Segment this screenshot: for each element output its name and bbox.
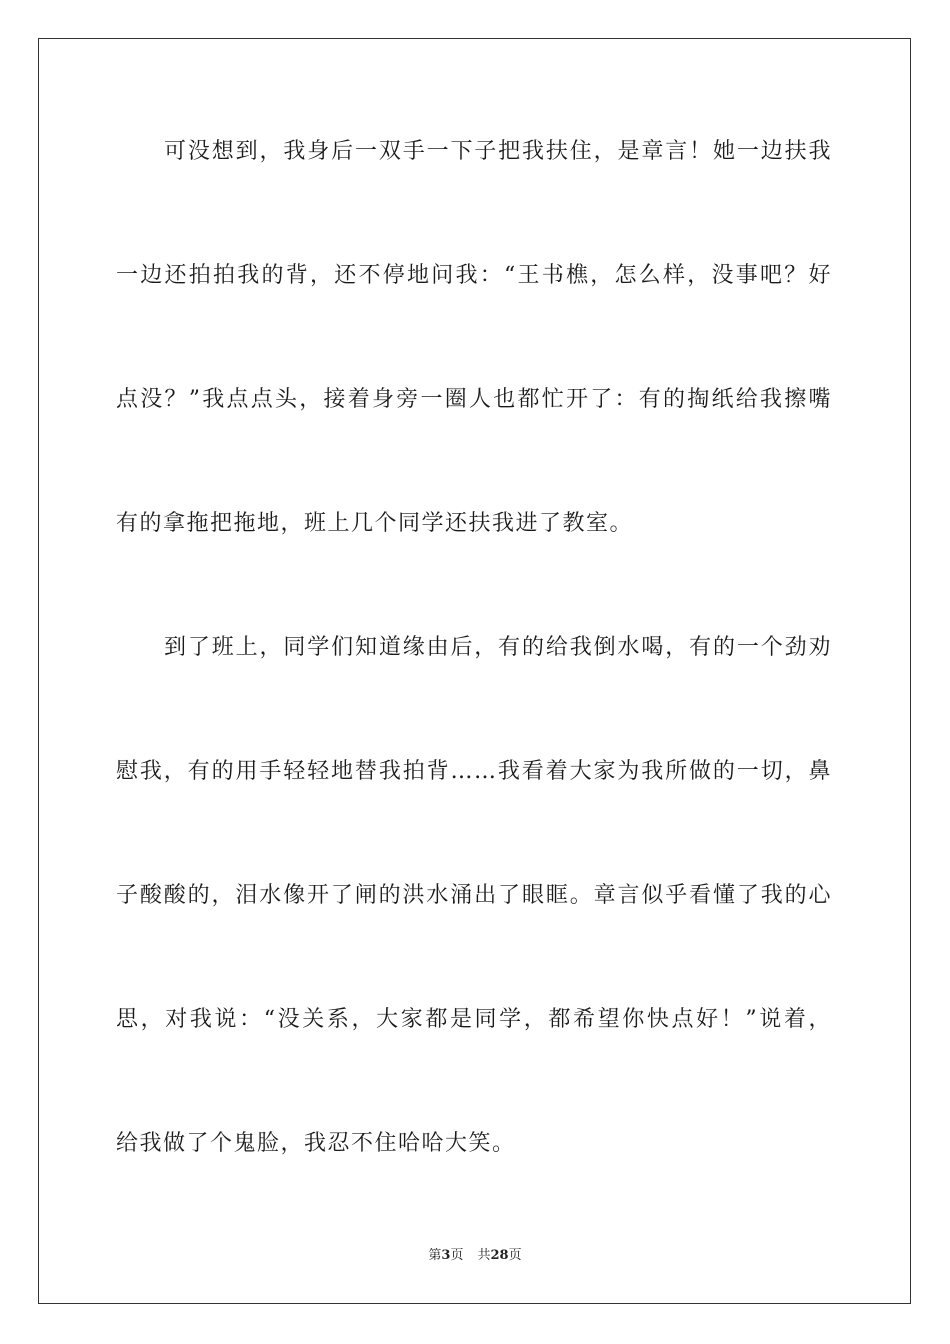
paragraph-1-line-1: 可没想到，我身后一双手一下子把我扶住，是章言！她一边扶我	[164, 139, 832, 164]
paragraph-2-line-3: 子酸酸的，泪水像开了闸的洪水涌出了眼眶。章言似乎看懂了我的心	[116, 883, 832, 908]
page-prefix: 第	[428, 1248, 442, 1263]
total-suffix: 页	[508, 1248, 522, 1263]
page-number: 3	[441, 1248, 451, 1263]
total-pages: 28	[490, 1248, 509, 1263]
paragraph-2-line-1: 到了班上，同学们知道缘由后，有的给我倒水喝，有的一个劲劝	[164, 635, 832, 660]
total-prefix: 共	[477, 1248, 491, 1263]
paragraph-1-line-4: 有的拿拖把拖地，班上几个同学还扶我进了教室。	[116, 511, 634, 536]
page-footer	[0, 1247, 950, 1265]
paragraph-2-line-4: 思，对我说：“没关系，大家都是同学，都希望你快点好！”说着，	[116, 1007, 832, 1032]
paragraph-2-line-5: 给我做了个鬼脸，我忍不住哈哈大笑。	[116, 1131, 516, 1156]
paragraph-1-line-3: 点没？”我点点头，接着身旁一圈人也都忙开了：有的掏纸给我擦嘴	[116, 387, 832, 412]
paragraph-2-line-2: 慰我，有的用手轻轻地替我拍背……我看着大家为我所做的一切，鼻	[116, 759, 832, 784]
paragraph-1-line-2: 一边还拍拍我的背，还不停地问我：“王书樵，怎么样，没事吧？好	[116, 263, 832, 288]
page-border	[38, 38, 911, 1304]
page-suffix: 页	[450, 1248, 464, 1263]
